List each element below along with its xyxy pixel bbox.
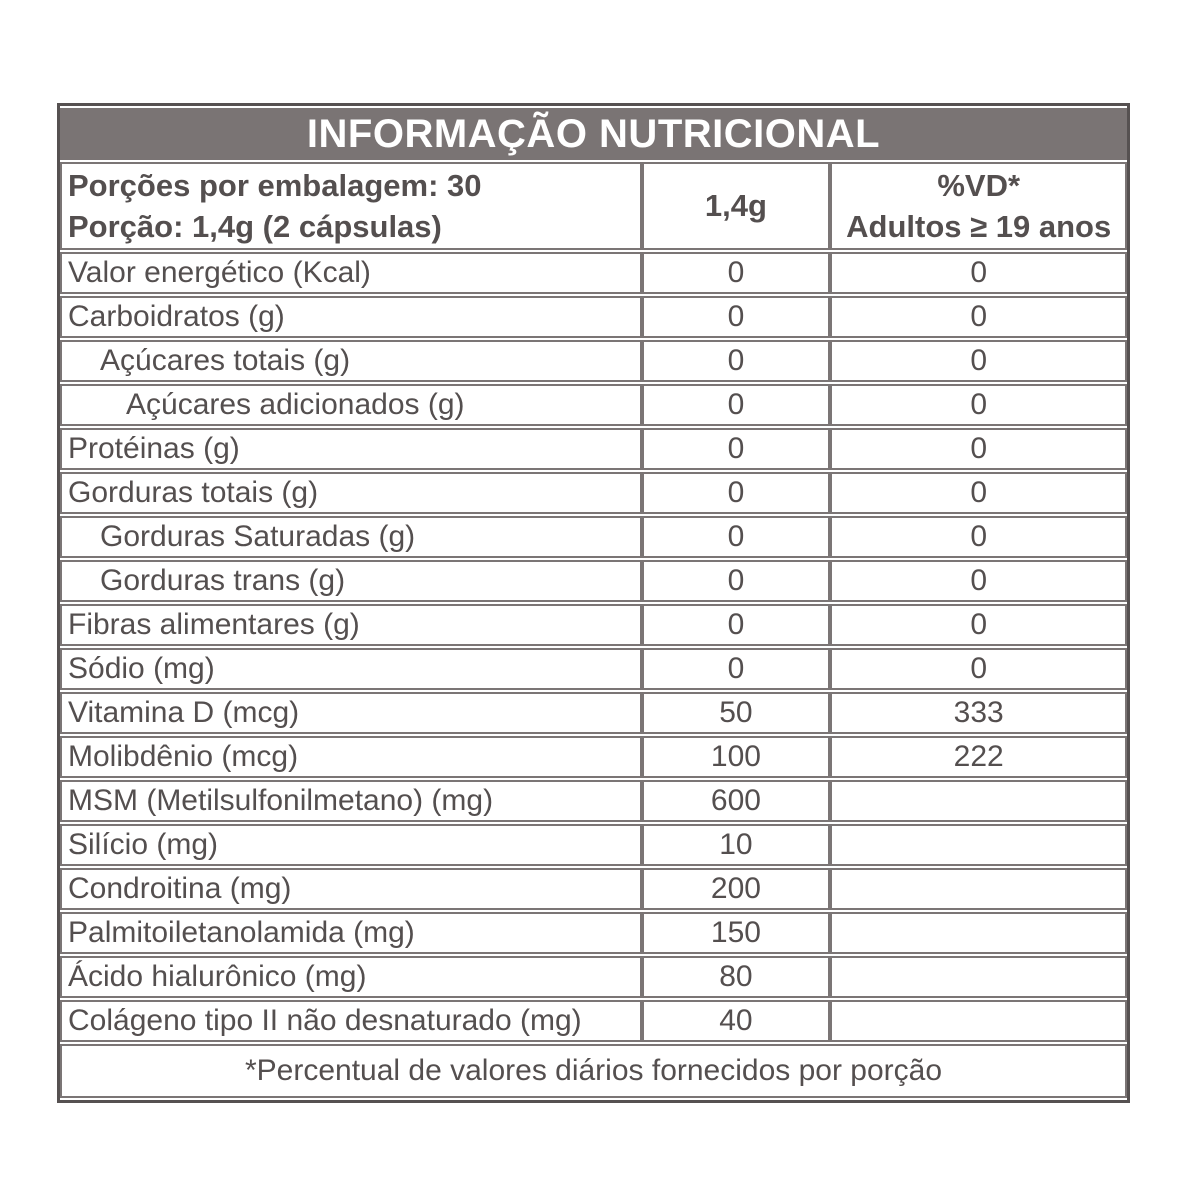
table-row [60,824,1127,866]
daily-value-percent [830,956,1127,998]
amount-value: 600 [642,780,831,822]
daily-value-percent [830,824,1127,866]
daily-value-percent: 0 [830,560,1127,602]
nutrient-label: Sódio (mg) [60,648,642,690]
table-row [60,604,1127,646]
serving-info-cell [60,162,642,250]
amount-column-header: 1,4g [642,162,831,250]
footnote: *Percentual de valores diários fornecidos por porção [60,1044,1127,1098]
daily-value-percent: 333 [830,692,1127,734]
table-row [60,384,1127,426]
amount-value: 0 [642,516,831,558]
daily-value-percent: 0 [830,472,1127,514]
nutrient-label: Açúcares adicionados (g) [60,384,642,426]
amount-value: 0 [642,560,831,602]
amount-value: 100 [642,736,831,778]
daily-value-percent: 0 [830,296,1127,338]
nutrient-label: Vitamina D (mcg) [60,692,642,734]
table-row [60,648,1127,690]
daily-value-audience-label: Adultos ≥ 19 anos [846,209,1112,244]
nutrient-label: Carboidratos (g) [60,296,642,338]
daily-value-percent: 0 [830,516,1127,558]
nutrient-label: Condroitina (mg) [60,868,642,910]
daily-value-percent: 0 [830,384,1127,426]
daily-value-percent [830,868,1127,910]
table-row [60,428,1127,470]
table-row [60,1000,1127,1042]
table-row [60,516,1127,558]
table-row [60,868,1127,910]
nutrient-label: Molibdênio (mcg) [60,736,642,778]
serving-size-label: Porção: 1,4g (2 cápsulas) [68,209,442,244]
nutrient-label: Açúcares totais (g) [60,340,642,382]
title-row [60,108,1127,160]
amount-value: 0 [642,648,831,690]
amount-value: 80 [642,956,831,998]
daily-value-percent [830,1000,1127,1042]
footnote-row [60,1044,1127,1098]
nutrient-label: Valor energético (Kcal) [60,252,642,294]
amount-value: 0 [642,472,831,514]
amount-value: 0 [642,252,831,294]
table-title: INFORMAÇÃO NUTRICIONAL [60,108,1127,160]
table-row [60,340,1127,382]
table-row [60,472,1127,514]
amount-value: 0 [642,296,831,338]
amount-value: 0 [642,428,831,470]
table-row [60,956,1127,998]
daily-value-percent: 222 [830,736,1127,778]
amount-value: 150 [642,912,831,954]
nutrient-label: Protéinas (g) [60,428,642,470]
nutrient-label: Gorduras Saturadas (g) [60,516,642,558]
nutrient-label: Silício (mg) [60,824,642,866]
header-row [60,162,1127,250]
nutrient-label: Palmitoiletanolamida (mg) [60,912,642,954]
servings-per-package-label: Porções por embalagem: 30 [68,168,482,203]
nutrient-label: Gorduras totais (g) [60,472,642,514]
daily-value-label: %VD* [937,168,1021,203]
daily-value-percent: 0 [830,648,1127,690]
daily-value-percent [830,912,1127,954]
amount-value: 50 [642,692,831,734]
table-row [60,912,1127,954]
table-row [60,252,1127,294]
nutrient-label: MSM (Metilsulfonilmetano) (mg) [60,780,642,822]
daily-value-percent: 0 [830,604,1127,646]
table-row [60,736,1127,778]
nutrient-label: Ácido hialurônico (mg) [60,956,642,998]
daily-value-column-header [830,162,1127,250]
daily-value-percent [830,780,1127,822]
table-row [60,296,1127,338]
amount-value: 0 [642,384,831,426]
amount-value: 10 [642,824,831,866]
daily-value-percent: 0 [830,340,1127,382]
amount-value: 40 [642,1000,831,1042]
amount-value: 200 [642,868,831,910]
nutrient-label: Fibras alimentares (g) [60,604,642,646]
amount-value: 0 [642,604,831,646]
daily-value-percent: 0 [830,252,1127,294]
nutrient-label: Gorduras trans (g) [60,560,642,602]
table-row [60,692,1127,734]
table-row [60,560,1127,602]
nutrient-label: Colágeno tipo II não desnaturado (mg) [60,1000,642,1042]
nutrition-facts-table [57,103,1130,1103]
daily-value-percent: 0 [830,428,1127,470]
nutrient-rows [60,252,1127,1042]
table-row [60,780,1127,822]
amount-value: 0 [642,340,831,382]
nutrition-table [60,106,1127,1100]
